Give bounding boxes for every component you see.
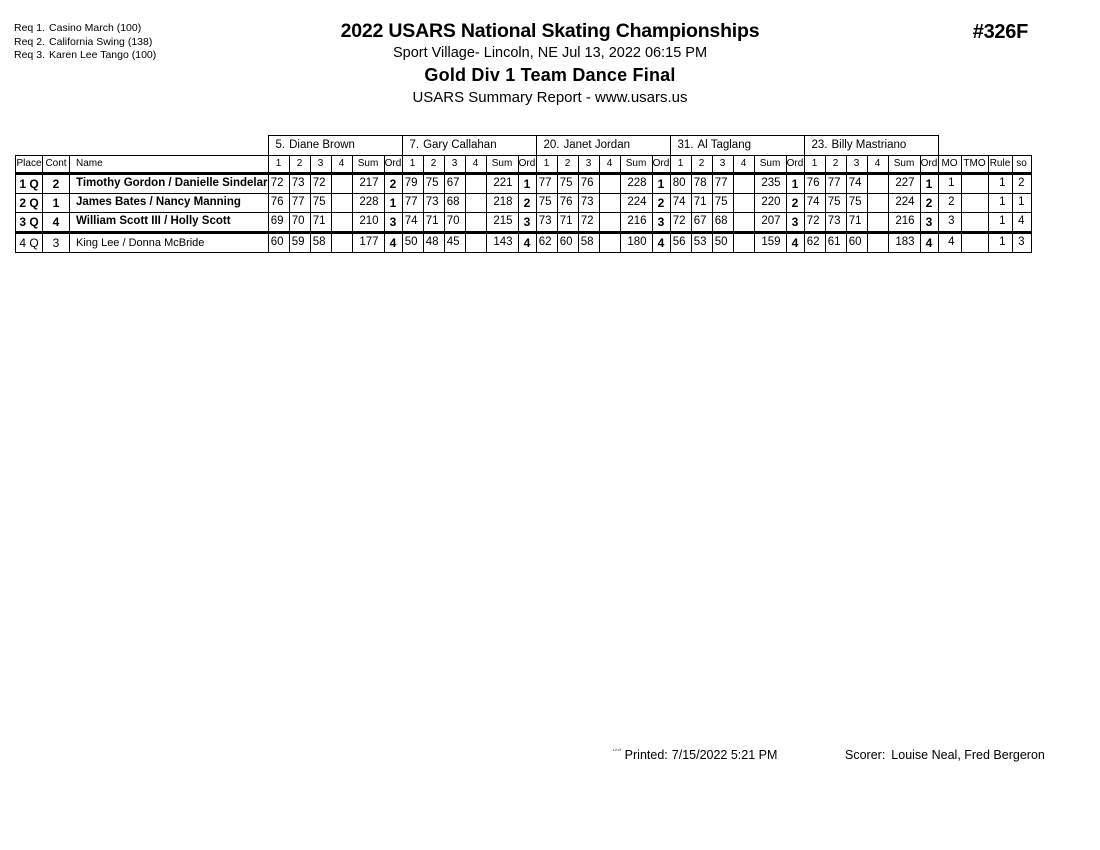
cell-j0-s1: 76 [268,194,289,213]
header-j4-s2: 2 [825,156,846,174]
cell-j0-sum: 177 [352,233,384,253]
cell-j0-s3: 58 [310,233,331,253]
cell-j2-s1: 77 [536,174,557,194]
header-j1-s1: 1 [402,156,423,174]
judge-number: 23. [811,138,828,151]
cell-j2-s4 [599,213,620,233]
cell-j0-s3: 71 [310,213,331,233]
cell-j1-ord: 3 [518,213,536,233]
cell-tmo [961,213,988,233]
table-row [16,194,1032,213]
cell-j2-s1: 73 [536,213,557,233]
header-j4-sum: Sum [888,156,920,174]
cell-name: Timothy Gordon / Danielle Sindelar [70,174,269,194]
cell-j4-s4 [867,213,888,233]
cell-rule: 1 [988,213,1012,233]
cell-j3-s2: 53 [691,233,712,253]
printed-label: Printed: [624,748,668,762]
cell-j1-sum: 143 [486,233,518,253]
cell-j3-s2: 71 [691,194,712,213]
cell-j4-s2: 77 [825,174,846,194]
judge-header-2 [536,136,670,156]
cell-place: 1 Q [16,174,43,194]
cell-j0-ord: 4 [384,233,402,253]
cell-j1-s1: 79 [402,174,423,194]
cell-j4-ord: 2 [920,194,938,213]
cell-j3-ord: 3 [786,213,804,233]
header-j2-s1: 1 [536,156,557,174]
cell-j2-sum: 216 [620,213,652,233]
cell-so: 4 [1012,213,1031,233]
cell-j0-s2: 59 [289,233,310,253]
judge-name: Billy Mastriano [831,138,907,151]
results-table [15,135,1032,253]
cell-j3-s3: 50 [712,233,733,253]
cell-cont: 3 [43,233,70,253]
cell-j4-sum: 227 [888,174,920,194]
cell-so: 3 [1012,233,1031,253]
cell-j4-s4 [867,233,888,253]
header-mo: MO [938,156,961,174]
header-j4-s4: 4 [867,156,888,174]
cell-cont: 2 [43,174,70,194]
cell-j1-s1: 50 [402,233,423,253]
cell-j0-s4 [331,174,352,194]
cell-cont: 4 [43,213,70,233]
cell-j1-ord: 2 [518,194,536,213]
cell-so: 2 [1012,174,1031,194]
cell-j4-s2: 73 [825,213,846,233]
requirement-text: California Swing (138) [49,35,153,48]
cell-j2-ord: 1 [652,174,670,194]
requirement-label: Req [14,22,34,34]
cell-place: 2 Q [16,194,43,213]
scorer-label: Scorer: [845,748,886,762]
cell-j3-s4 [733,194,754,213]
cell-j4-ord: 3 [920,213,938,233]
header-place: Place [16,156,43,174]
header-j4-s1: 1 [804,156,825,174]
cell-j1-s3: 70 [444,213,465,233]
event-title: Gold Div 1 Team Dance Final [424,65,676,85]
cell-j1-s3: 45 [444,233,465,253]
header-cont: Cont [43,156,70,174]
cell-j4-s2: 75 [825,194,846,213]
cell-j0-sum: 210 [352,213,384,233]
header-j3-sum: Sum [754,156,786,174]
cell-j1-sum: 218 [486,194,518,213]
cell-j2-ord: 3 [652,213,670,233]
header-j1-s3: 3 [444,156,465,174]
cell-j4-sum: 183 [888,233,920,253]
cell-j0-s3: 72 [310,174,331,194]
cell-j1-s4 [465,194,486,213]
print-marker: ¹²¹² [613,748,622,754]
cell-j0-s4 [331,213,352,233]
cell-tmo [961,233,988,253]
cell-j4-s4 [867,174,888,194]
cell-j4-ord: 1 [920,174,938,194]
header-j3-s3: 3 [712,156,733,174]
cell-rule: 1 [988,174,1012,194]
header-j1-ord: Ord [518,156,536,174]
header-j2-s3: 3 [578,156,599,174]
header-j0-s2: 2 [289,156,310,174]
cell-j3-sum: 220 [754,194,786,213]
header-j4-s3: 3 [846,156,867,174]
cell-j0-ord: 1 [384,194,402,213]
cell-j0-ord: 2 [384,174,402,194]
requirement-number: 2. [36,35,46,48]
header-j3-ord: Ord [786,156,804,174]
cell-j3-s1: 56 [670,233,691,253]
cell-j2-s4 [599,194,620,213]
cell-j0-s3: 75 [310,194,331,213]
table-row [16,233,1032,253]
cell-j2-sum: 228 [620,174,652,194]
cell-j2-s2: 60 [557,233,578,253]
judge-name: Diane Brown [289,138,355,151]
cell-name: King Lee / Donna McBride [70,233,269,253]
cell-j3-s4 [733,174,754,194]
cell-j1-sum: 215 [486,213,518,233]
cell-j0-s2: 77 [289,194,310,213]
page-title: 2022 USARS National Skating Championships [340,20,760,42]
cell-j1-s1: 74 [402,213,423,233]
cell-j3-s4 [733,213,754,233]
header-name: Name [70,156,269,174]
cell-place: 3 Q [16,213,43,233]
cell-j3-s1: 80 [670,174,691,194]
cell-j0-s1: 69 [268,213,289,233]
report-subtitle: USARS Summary Report - www.usars.us [412,89,688,106]
judge-header-0 [268,136,402,156]
cell-j2-sum: 180 [620,233,652,253]
cell-j4-s1: 74 [804,194,825,213]
cell-j1-s4 [465,213,486,233]
header-j1-s2: 2 [423,156,444,174]
judge-band-row [16,136,1032,156]
header-j3-s4: 4 [733,156,754,174]
cell-j0-s4 [331,194,352,213]
cell-j4-sum: 224 [888,194,920,213]
band-spacer-right [938,136,1031,156]
cell-rule: 1 [988,233,1012,253]
cell-j4-s3: 71 [846,213,867,233]
cell-j3-s2: 78 [691,174,712,194]
cell-j4-s3: 60 [846,233,867,253]
cell-mo: 3 [938,213,961,233]
header-tmo: TMO [961,156,988,174]
cell-j1-s2: 48 [423,233,444,253]
event-number: #326F [972,21,1028,43]
cell-j1-s2: 75 [423,174,444,194]
judge-header-1 [402,136,536,156]
cell-j2-s3: 76 [578,174,599,194]
header-so: so [1012,156,1031,174]
table-row [16,213,1032,233]
requirement-label: Req [14,35,34,48]
judge-header-3 [670,136,804,156]
cell-j0-ord: 3 [384,213,402,233]
cell-j2-s2: 71 [557,213,578,233]
cell-j3-ord: 4 [786,233,804,253]
cell-cont: 1 [43,194,70,213]
cell-j0-s4 [331,233,352,253]
header-j2-s4: 4 [599,156,620,174]
cell-j2-s3: 73 [578,194,599,213]
cell-rule: 1 [988,194,1012,213]
header-rule: Rule [988,156,1012,174]
cell-j3-sum: 207 [754,213,786,233]
header-j2-sum: Sum [620,156,652,174]
cell-j0-s1: 72 [268,174,289,194]
cell-j2-s3: 72 [578,213,599,233]
cell-name: William Scott III / Holly Scott [70,213,269,233]
cell-j1-s4 [465,233,486,253]
printed-info [613,748,777,762]
cell-j3-s3: 75 [712,194,733,213]
cell-j1-sum: 221 [486,174,518,194]
cell-j4-s3: 74 [846,174,867,194]
judge-number: 20. [543,138,560,151]
venue-datetime: Sport Village- Lincoln, NE Jul 13, 2022 06:15 PM [392,45,708,61]
cell-j1-s3: 68 [444,194,465,213]
cell-so: 1 [1012,194,1031,213]
cell-j4-s3: 75 [846,194,867,213]
cell-j2-ord: 4 [652,233,670,253]
scorer-value: Louise Neal, Fred Bergeron [891,748,1045,762]
judge-name: Al Taglang [697,138,751,151]
cell-j2-sum: 224 [620,194,652,213]
header-j3-s1: 1 [670,156,691,174]
cell-j1-ord: 1 [518,174,536,194]
judge-name: Gary Callahan [423,138,497,151]
judge-number: 7. [409,138,420,151]
cell-j0-sum: 217 [352,174,384,194]
cell-j1-ord: 4 [518,233,536,253]
cell-j1-s3: 67 [444,174,465,194]
cell-j2-s3: 58 [578,233,599,253]
cell-j3-s1: 72 [670,213,691,233]
cell-j0-s1: 60 [268,233,289,253]
cell-j0-s2: 70 [289,213,310,233]
cell-j4-s4 [867,194,888,213]
cell-j0-s2: 73 [289,174,310,194]
header-j0-s1: 1 [268,156,289,174]
requirement-number: 1. [36,22,46,34]
header-j2-ord: Ord [652,156,670,174]
header-j1-sum: Sum [486,156,518,174]
cell-j2-s2: 76 [557,194,578,213]
cell-j2-s1: 75 [536,194,557,213]
cell-j4-ord: 4 [920,233,938,253]
cell-tmo [961,174,988,194]
requirement-number: 3. [36,49,46,61]
cell-j3-s2: 67 [691,213,712,233]
cell-tmo [961,194,988,213]
header-j4-ord: Ord [920,156,938,174]
requirement-text: Casino March (100) [49,22,142,34]
cell-j4-sum: 216 [888,213,920,233]
cell-j4-s2: 61 [825,233,846,253]
header-j0-s4: 4 [331,156,352,174]
header-j3-s2: 2 [691,156,712,174]
header-j0-ord: Ord [384,156,402,174]
table-row [16,174,1032,194]
judge-number: 31. [677,138,694,151]
cell-j3-s4 [733,233,754,253]
cell-place: 4 Q [16,233,43,253]
cell-j4-s1: 72 [804,213,825,233]
cell-j4-s1: 62 [804,233,825,253]
requirement-text: Karen Lee Tango (100) [49,49,157,61]
cell-j3-ord: 1 [786,174,804,194]
cell-j2-s2: 75 [557,174,578,194]
cell-j0-sum: 228 [352,194,384,213]
header-j0-s3: 3 [310,156,331,174]
cell-name: James Bates / Nancy Manning [70,194,269,213]
cell-j3-s3: 68 [712,213,733,233]
document-header [0,20,1100,109]
cell-j1-s2: 71 [423,213,444,233]
cell-j1-s2: 73 [423,194,444,213]
cell-j3-s3: 77 [712,174,733,194]
requirement-label: Req [14,49,34,61]
cell-j2-s4 [599,174,620,194]
cell-j2-s4 [599,233,620,253]
cell-j3-ord: 2 [786,194,804,213]
column-header-row [16,156,1032,174]
cell-j1-s1: 77 [402,194,423,213]
header-j2-s2: 2 [557,156,578,174]
judge-header-4 [804,136,938,156]
cell-j3-sum: 235 [754,174,786,194]
cell-mo: 4 [938,233,961,253]
printed-value: 7/15/2022 5:21 PM [671,748,778,762]
cell-j3-sum: 159 [754,233,786,253]
header-j1-s4: 4 [465,156,486,174]
results-table-container [15,135,1032,253]
scorer-info [845,748,1045,762]
cell-mo: 2 [938,194,961,213]
judge-name: Janet Jordan [563,138,630,151]
cell-mo: 1 [938,174,961,194]
cell-j1-s4 [465,174,486,194]
cell-j2-s1: 62 [536,233,557,253]
cell-j3-s1: 74 [670,194,691,213]
header-j0-sum: Sum [352,156,384,174]
band-spacer-left [16,136,269,156]
cell-j4-s1: 76 [804,174,825,194]
judge-number: 5. [275,138,286,151]
cell-j2-ord: 2 [652,194,670,213]
